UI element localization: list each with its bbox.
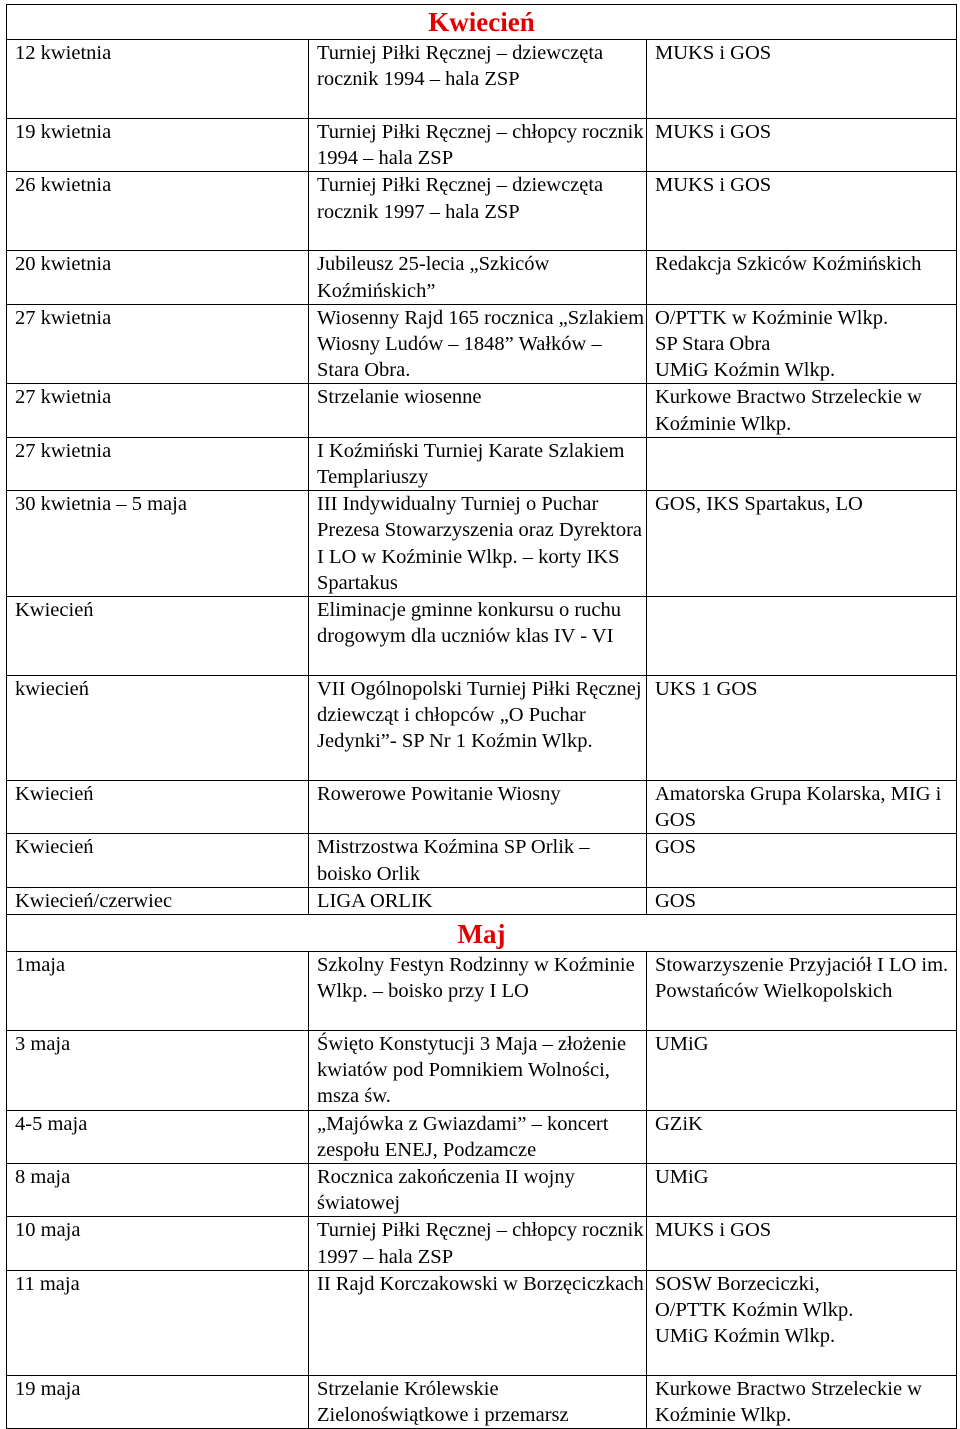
organizer-line: UMiG: [655, 1033, 709, 1056]
event-date: 20 kwietnia: [7, 251, 309, 304]
event-date: 19 kwietnia: [7, 119, 309, 172]
event-row: [7, 1217, 957, 1270]
organizer-line: GOS, IKS Spartakus, LO: [655, 493, 863, 516]
month-header-row: [7, 5, 957, 40]
month-title: Kwiecień: [7, 5, 957, 40]
event-date: 26 kwietnia: [7, 172, 309, 251]
event-organizer: [647, 384, 957, 437]
event-date: Kwiecień: [7, 834, 309, 887]
event-organizer: [647, 491, 957, 597]
event-organizer: [647, 119, 957, 172]
event-name: Turniej Piłki Ręcznej – dziewczęta rocznik 1994 – hala ZSP: [309, 40, 647, 119]
event-organizer: [647, 1110, 957, 1163]
event-row: [7, 1110, 957, 1163]
event-date: Kwiecień: [7, 597, 309, 676]
event-name: Jubileusz 25-lecia „Szkiców Koźmińskich”: [309, 251, 647, 304]
organizer-line: Stowarzyszenie Przyjaciół I LO im. Powstańców Wielkopolskich: [655, 954, 949, 1003]
event-date: 12 kwietnia: [7, 40, 309, 119]
event-name: LIGA ORLIK: [309, 887, 647, 914]
event-name: Eliminacje gminne konkursu o ruchu drogowym dla uczniów klas IV - VI: [309, 597, 647, 676]
organizer-line: MUKS i GOS: [655, 174, 772, 197]
event-organizer: [647, 1270, 957, 1375]
event-date: 1maja: [7, 952, 309, 1031]
event-name: Turniej Piłki Ręcznej – chłopcy rocznik 1994 – hala ZSP: [309, 119, 647, 172]
organizer-line: UMiG: [655, 1166, 709, 1189]
event-date: 3 maja: [7, 1031, 309, 1111]
event-name: Szkolny Festyn Rodzinny w Koźminie Wlkp. – boisko przy I LO: [309, 952, 647, 1031]
event-date: 8 maja: [7, 1164, 309, 1217]
event-organizer: [647, 676, 957, 781]
event-row: [7, 304, 957, 384]
event-name: Strzelanie wiosenne: [309, 384, 647, 437]
event-organizer: [647, 952, 957, 1031]
event-organizer: [647, 834, 957, 887]
organizer-line: Redakcja Szkiców Koźmińskich: [655, 253, 922, 276]
event-row: [7, 781, 957, 834]
event-name: Turniej Piłki Ręcznej – dziewczęta rocznik 1997 – hala ZSP: [309, 172, 647, 251]
event-organizer: [647, 1031, 957, 1111]
event-organizer: [647, 597, 957, 676]
organizer-line: GOS: [655, 889, 697, 912]
event-organizer: [647, 887, 957, 914]
organizer-line: Kurkowe Bractwo Strzeleckie w Koźminie Wlkp.: [655, 1377, 922, 1427]
events-table: [6, 4, 957, 1429]
organizer-line: UKS 1 GOS: [655, 678, 758, 701]
month-title: Maj: [7, 915, 957, 952]
event-organizer: [647, 1375, 957, 1428]
event-date: 10 maja: [7, 1217, 309, 1270]
event-date: 19 maja: [7, 1375, 309, 1428]
event-row: [7, 1031, 957, 1111]
event-row: [7, 172, 957, 251]
event-row: [7, 1375, 957, 1428]
event-date: 30 kwietnia – 5 maja: [7, 491, 309, 597]
organizer-line: UMiG Koźmin Wlkp.: [655, 1325, 836, 1348]
event-row: [7, 437, 957, 490]
event-organizer: [647, 251, 957, 304]
event-name: „Majówka z Gwiazdami” – koncert zespołu ENEJ, Podzamcze: [309, 1110, 647, 1163]
event-row: [7, 1270, 957, 1375]
event-organizer: [647, 1217, 957, 1270]
event-name: Strzelanie Królewskie Zielonoświątkowe i przemarsz: [309, 1375, 647, 1428]
events-table-body: [7, 5, 957, 1429]
organizer-line: O/PTTK w Koźminie Wlkp.: [655, 306, 889, 329]
event-date: 27 kwietnia: [7, 384, 309, 437]
event-date: 4-5 maja: [7, 1110, 309, 1163]
organizer-line: GZiK: [655, 1112, 703, 1135]
event-row: [7, 952, 957, 1031]
event-row: [7, 40, 957, 119]
event-row: [7, 887, 957, 914]
event-name: Rowerowe Powitanie Wiosny: [309, 781, 647, 834]
event-date: 27 kwietnia: [7, 304, 309, 384]
event-name: Wiosenny Rajd 165 rocznica „Szlakiem Wiosny Ludów – 1848” Wałków – Stara Obra.: [309, 304, 647, 384]
organizer-line: Kurkowe Bractwo Strzeleckie w Koźminie Wlkp.: [655, 386, 922, 435]
event-name: III Indywidualny Turniej o Puchar Prezesa Stowarzyszenia oraz Dyrektora I LO w Koźminie Wlkp. – korty IKS Spartakus: [309, 491, 647, 597]
event-name: VII Ogólnopolski Turniej Piłki Ręcznej dziewcząt i chłopców „O Puchar Jedynki”- SP Nr 1 Koźmin Wlkp.: [309, 676, 647, 781]
event-organizer: [647, 1164, 957, 1217]
organizer-line: UMiG Koźmin Wlkp.: [655, 359, 836, 382]
event-date: 27 kwietnia: [7, 437, 309, 490]
event-name: Rocznica zakończenia II wojny światowej: [309, 1164, 647, 1217]
organizer-line: MUKS i GOS: [655, 121, 772, 143]
event-date: 11 maja: [7, 1270, 309, 1375]
event-row: [7, 491, 957, 597]
organizer-line: O/PTTK Koźmin Wlkp.: [655, 1299, 854, 1322]
event-name: I Koźmiński Turniej Karate Szlakiem Templariuszy: [309, 437, 647, 490]
event-organizer: [647, 172, 957, 251]
organizer-line: GOS: [655, 836, 697, 859]
organizer-line: MUKS i GOS: [655, 1219, 772, 1242]
event-date: kwiecień: [7, 676, 309, 781]
event-name: Turniej Piłki Ręcznej – chłopcy rocznik 1997 – hala ZSP: [309, 1217, 647, 1270]
event-row: [7, 1164, 957, 1217]
organizer-line: Amatorska Grupa Kolarska, MIG i GOS: [655, 783, 942, 832]
event-organizer: [647, 437, 957, 490]
event-date: Kwiecień/czerwiec: [7, 887, 309, 914]
month-header-row: [7, 915, 957, 952]
event-row: [7, 119, 957, 172]
event-row: [7, 384, 957, 437]
event-organizer: [647, 304, 957, 384]
event-organizer: [647, 781, 957, 834]
event-row: [7, 251, 957, 304]
event-organizer: [647, 40, 957, 119]
event-name: Mistrzostwa Koźmina SP Orlik – boisko Orlik: [309, 834, 647, 887]
event-name: Święto Konstytucji 3 Maja – złożenie kwiatów pod Pomnikiem Wolności, msza św.: [309, 1031, 647, 1111]
event-row: [7, 834, 957, 887]
event-date: Kwiecień: [7, 781, 309, 834]
organizer-line: SOSW Borzeciczki,: [655, 1272, 820, 1295]
event-row: [7, 597, 957, 676]
organizer-line: MUKS i GOS: [655, 42, 772, 64]
event-row: [7, 676, 957, 781]
organizer-line: SP Stara Obra: [655, 333, 771, 356]
event-name: II Rajd Korczakowski w Borzęciczkach: [309, 1270, 647, 1375]
